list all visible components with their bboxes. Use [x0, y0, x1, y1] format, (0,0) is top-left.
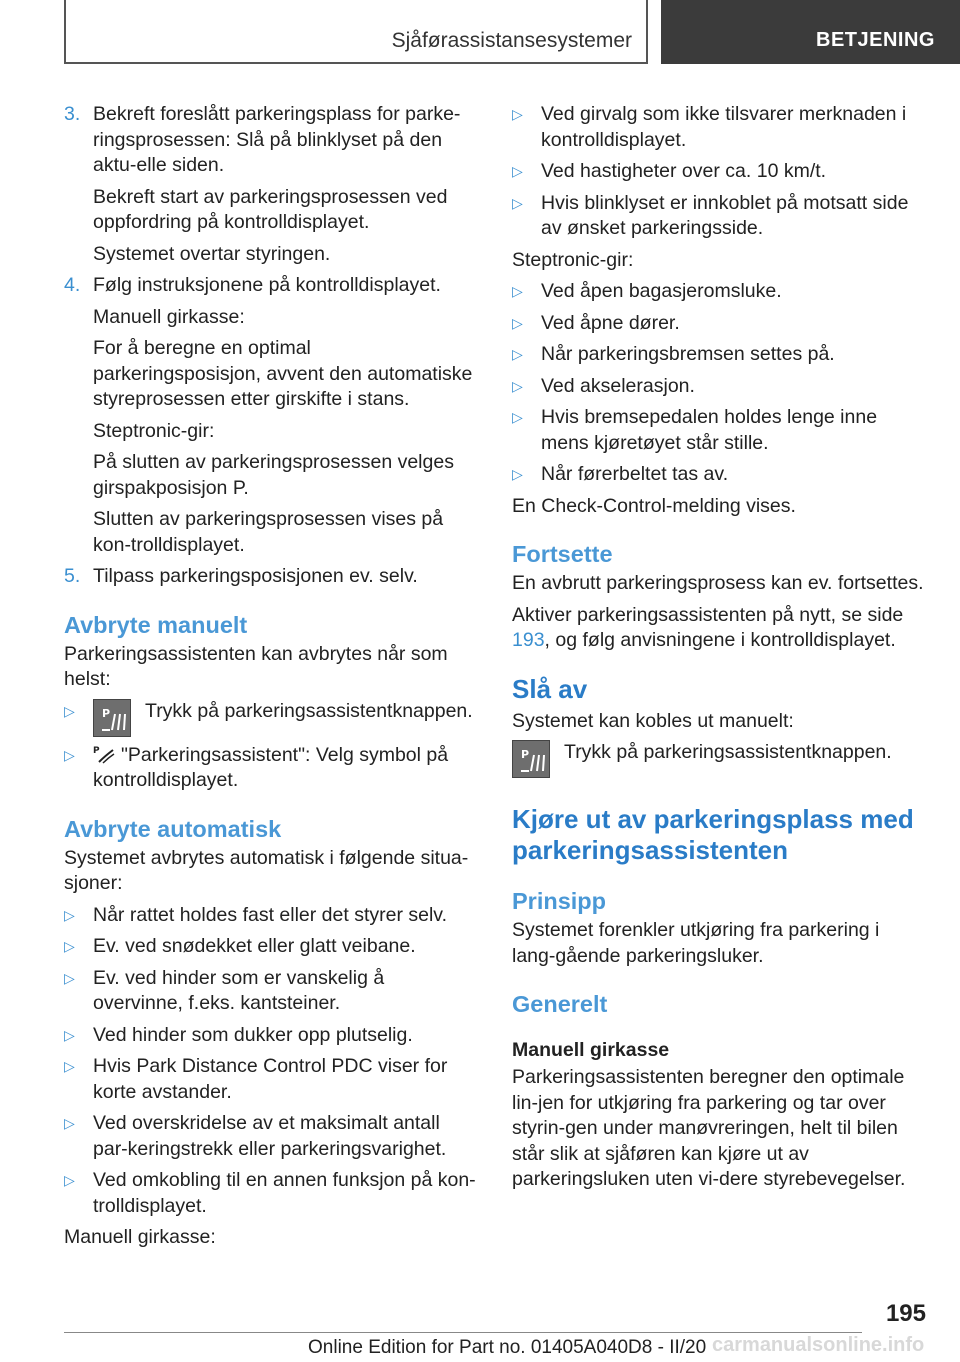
triangle-right-icon: ▷ [512, 194, 523, 211]
cancel-auto-outro: Manuell girkasse: [64, 1226, 216, 1248]
triangle-right-icon: ▷ [64, 1115, 75, 1131]
step-text: Bekreft foreslått parkeringsplass for parke-ringsprosessen: Slå på blinklyset på den aktu-elle siden. [93, 103, 461, 176]
heading-principle: Prinsipp [512, 888, 607, 914]
triangle-right-icon: ▷ [64, 1058, 75, 1074]
right-column [512, 102, 926, 1193]
cancel-auto-intro: Systemet avbrytes automatisk i følgende situa-sjoner: [64, 846, 469, 894]
list-item [64, 903, 478, 929]
bullet-text: Ved overskridelse av et maksimalt antall par-keringstrekk eller parkeringsvarighet. [93, 1112, 447, 1160]
triangle-right-icon: ▷ [512, 377, 523, 394]
check-control-text: En Check-Control-melding vises. [512, 494, 796, 517]
instruction-text: Trykk på parkeringsassistentknappen. [564, 741, 892, 763]
bullet-text: Når førerbeltet tas av. [541, 463, 729, 485]
bullet-text: Trykk på parkeringsassistentknappen. [145, 699, 473, 722]
triangle-right-icon: ▷ [64, 938, 75, 954]
list-item [512, 279, 926, 305]
parking-assistant-button-icon [512, 740, 550, 778]
cancel-manual-intro: Parkeringsassistenten kan avbrytes når som helst: [64, 642, 448, 690]
switch-off-intro: Systemet kan kobles ut manuelt: [512, 709, 794, 732]
svg-text:P: P [521, 748, 530, 761]
heading-cancel-auto: Avbryte automatisk [64, 815, 282, 842]
list-item [512, 342, 926, 368]
parking-assistant-button-icon [93, 699, 131, 737]
step-text: Bekreft start av parkeringsprosessen ved oppfordring på kontrolldisplayet. [93, 185, 448, 233]
step-text: Følg instruksjonene på kontrolldisplayet. [93, 274, 441, 296]
step-text: Systemet overtar styringen. [93, 242, 331, 265]
list-item [512, 191, 926, 242]
triangle-right-icon: ▷ [512, 314, 523, 331]
step-3 [64, 102, 478, 267]
triangle-right-icon: ▷ [64, 1172, 75, 1188]
header-chapter-title: BETJENING [816, 29, 935, 51]
continue-text-2: Aktiver parkeringsassistenten på nytt, se side 193, og følg anvisningene i kontrolldisplayet. [512, 603, 904, 651]
bullet-text: "Parkeringsassistent": Velg symbol på kontrolldisplayet. [93, 743, 449, 791]
step-number: 5. [64, 565, 81, 587]
list-item [64, 934, 478, 960]
svg-text:P: P [93, 745, 100, 756]
switch-off-instruction [512, 740, 926, 778]
svg-text:P: P [102, 706, 111, 720]
header-section-title: Sjåførassistansesystemer [391, 29, 632, 52]
list-item [512, 311, 926, 337]
triangle-right-icon: ▷ [64, 906, 75, 923]
bullet-text: Når rattet holdes fast eller det styrer selv. [93, 903, 448, 926]
list-item [64, 1168, 478, 1219]
list-item [512, 102, 926, 153]
list-item [64, 966, 478, 1017]
left-column [64, 102, 478, 1251]
bullet-text: Ved åpne dører. [541, 311, 680, 334]
list-item [512, 405, 926, 456]
footer-edition: Online Edition for Part no. 01405A040D8 - II/20 [308, 1337, 707, 1358]
step-text: Manuell girkasse: [93, 305, 245, 328]
triangle-right-icon: ▷ [64, 702, 75, 719]
step-number: 4. [64, 274, 81, 296]
bullet-text: Hvis bremsepedalen holdes lenge inne mens kjøretøyet står stille. [541, 406, 878, 454]
triangle-right-icon: ▷ [512, 346, 523, 362]
triangle-right-icon: ▷ [64, 969, 75, 986]
triangle-right-icon: ▷ [512, 283, 523, 299]
bullet-text: Ved hinder som dukker opp plutselig. [93, 1023, 413, 1046]
header-chapter-box [661, 0, 960, 64]
step-text: For å beregne en optimal parkeringsposisjon, avvent den automatiske styreprosessen etter girskifte i stans. [93, 337, 473, 410]
heading-general: Generelt [512, 991, 608, 1017]
parking-assistant-symbol-icon [93, 744, 115, 764]
step-text: På slutten av parkeringsprosessen velges girspakposisjon P. [93, 451, 454, 499]
heading-continue: Fortsette [512, 541, 613, 567]
cancel-manual-bullet-symbol [64, 743, 478, 794]
steptronic-label: Steptronic-gir: [512, 248, 634, 271]
cancel-manual-bullet-button [64, 699, 478, 737]
list-item [64, 1111, 478, 1162]
heading-switch-off: Slå av [512, 673, 588, 704]
header-section-box [64, 0, 648, 64]
bullet-text: Når parkeringsbremsen settes på. [541, 343, 835, 365]
triangle-right-icon: ▷ [512, 163, 523, 179]
bullet-text: Ved omkobling til en annen funksjon på kon-trolldisplayet. [93, 1169, 476, 1217]
step-text: Slutten av parkeringsprosessen vises på kon-trolldisplayet. [93, 508, 444, 556]
step-5 [64, 564, 478, 590]
bullet-text: Ved akselerasjon. [541, 374, 695, 397]
triangle-right-icon: ▷ [64, 1026, 75, 1043]
list-item [64, 1054, 478, 1105]
continue-text: En avbrutt parkeringsprosess kan ev. fortsettes. [512, 572, 924, 594]
triangle-right-icon: ▷ [512, 466, 523, 482]
footer-divider [64, 1332, 862, 1333]
heading-cancel-manual: Avbryte manuelt [64, 611, 248, 638]
step-number: 3. [64, 103, 81, 125]
list-item [512, 374, 926, 400]
bullet-text: Hvis blinklyset er innkoblet på motsatt side av ønsket parkeringsside. [541, 191, 909, 239]
step-text: Tilpass parkeringsposisjonen ev. selv. [93, 565, 418, 587]
bullet-text: Ved åpen bagasjeromsluke. [541, 280, 782, 302]
heading-manual-gearbox: Manuell girkasse [512, 1039, 670, 1061]
list-item [512, 159, 926, 185]
step-text: Steptronic-gir: [93, 419, 215, 442]
triangle-right-icon: ▷ [512, 409, 523, 425]
principle-text: Systemet forenkler utkjøring fra parkering i lang-gående parkeringsluker. [512, 919, 880, 967]
list-item [512, 462, 926, 488]
page-reference-link[interactable]: 193 [512, 629, 545, 651]
bullet-text: Ved hastigheter over ca. 10 km/t. [541, 160, 827, 182]
step-4 [64, 273, 478, 558]
heading-exit-parking: Kjøre ut av parkeringsplass med parkeringsassistenten [512, 804, 914, 865]
triangle-right-icon: ▷ [64, 746, 75, 763]
manual-gearbox-text: Parkeringsassistenten beregner den optimale lin-jen for utkjøring fra parkering og tar over styrin-gen under manøvreringen, helt til bilen står slik at sjåføren kan kjøre ut av parkeringsluken uten vi-dere styrebevegelser. [512, 1066, 906, 1190]
triangle-right-icon: ▷ [512, 106, 523, 122]
page-number: 195 [885, 1300, 926, 1327]
list-item [64, 1023, 478, 1049]
bullet-text: Ev. ved snødekket eller glatt veibane. [93, 935, 416, 957]
watermark: carmanualsonline.info [712, 1334, 925, 1356]
bullet-text: Hvis Park Distance Control PDC viser for korte avstander. [93, 1055, 448, 1103]
bullet-text: Ved girvalg som ikke tilsvarer merknaden i kontrolldisplayet. [541, 103, 907, 151]
bullet-text: Ev. ved hinder som er vanskelig å overvinne, f.eks. kantsteiner. [93, 966, 385, 1014]
